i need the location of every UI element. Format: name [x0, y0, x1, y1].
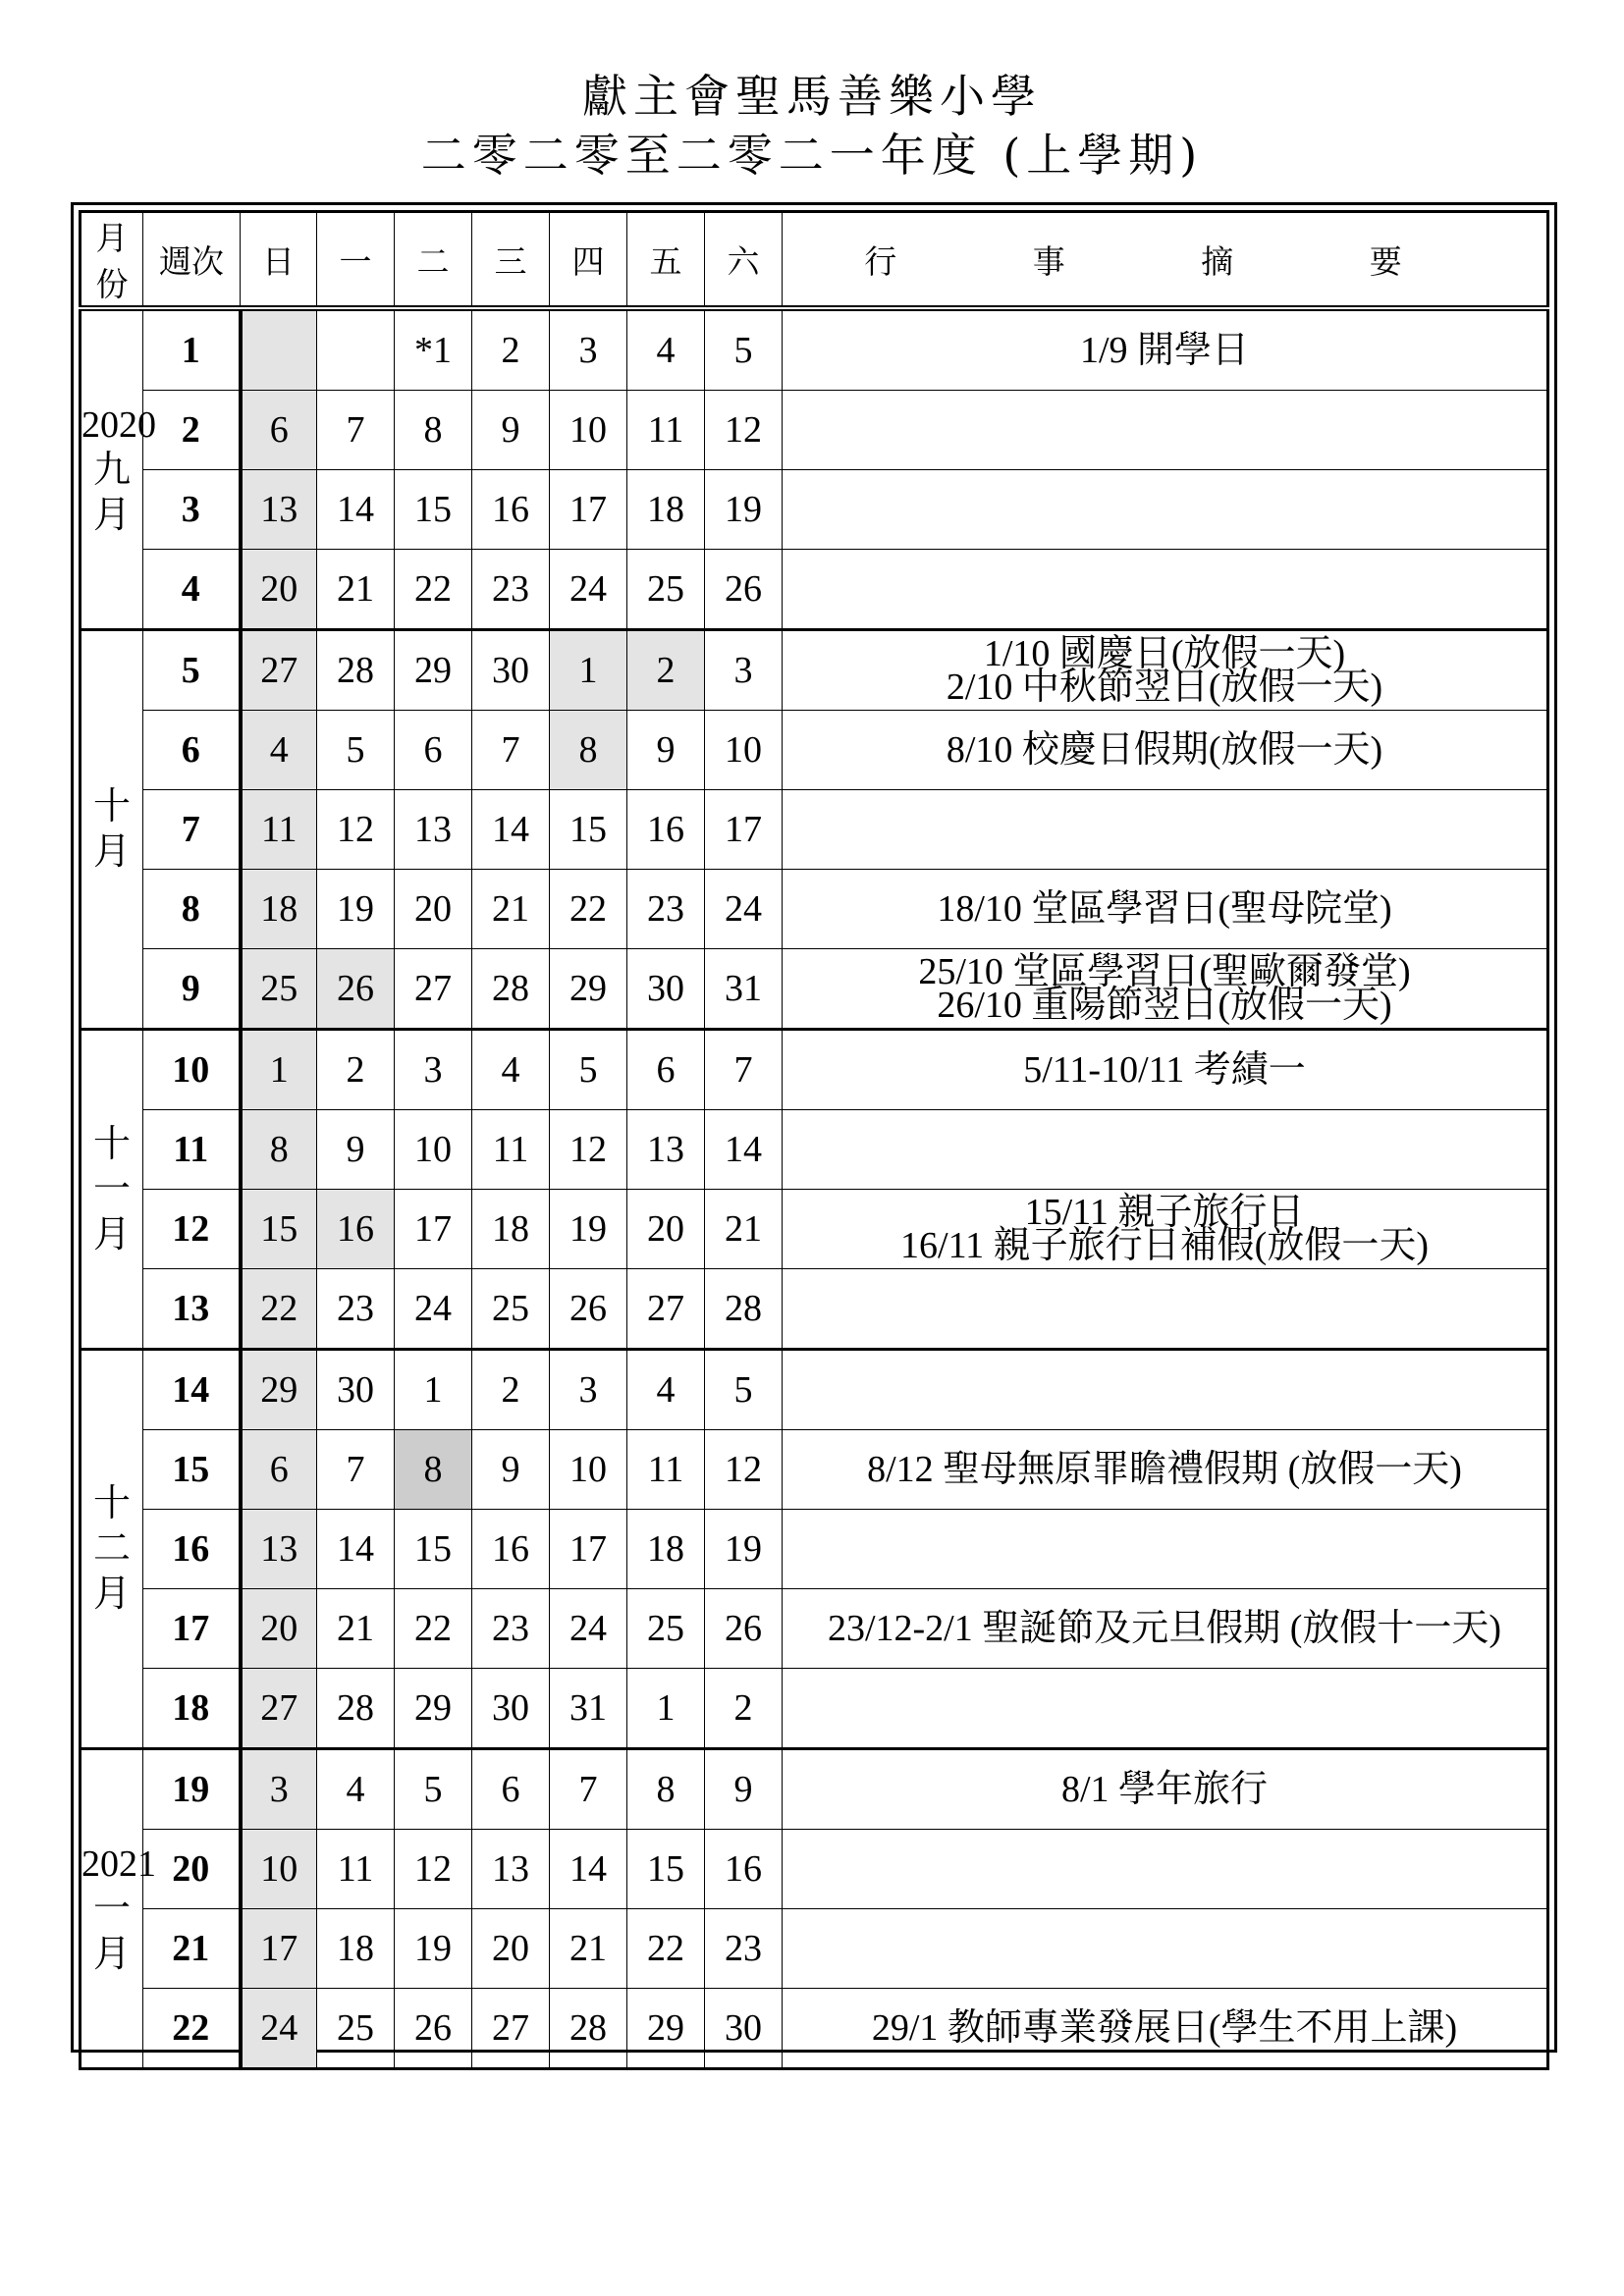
event-summary: 1/9 開學日: [783, 308, 1548, 391]
day-cell: 13: [472, 1830, 550, 1909]
event-summary: [783, 470, 1548, 550]
event-summary: [783, 1269, 1548, 1350]
day-cell: 16: [472, 470, 550, 550]
day-cell: 13: [627, 1110, 705, 1190]
week-number: 9: [143, 949, 241, 1030]
day-cell: 12: [395, 1830, 472, 1909]
day-cell: 4: [627, 308, 705, 391]
day-cell: 12: [705, 391, 783, 470]
day-cell: 18: [317, 1909, 395, 1989]
day-cell: 17: [241, 1909, 317, 1989]
event-summary: 8/10 校慶日假期(放假一天): [783, 711, 1548, 790]
event-summary: 8/1 學年旅行: [783, 1749, 1548, 1830]
day-cell: 13: [241, 1510, 317, 1589]
day-cell: 29: [395, 630, 472, 711]
day-cell: 12: [705, 1430, 783, 1510]
day-cell: 28: [317, 630, 395, 711]
event-summary: [783, 1350, 1548, 1430]
day-cell: 27: [472, 1989, 550, 2069]
day-cell: 22: [627, 1909, 705, 1989]
header-day-thu: 四: [550, 212, 627, 309]
event-summary: [783, 1830, 1548, 1909]
day-cell: 24: [241, 1989, 317, 2069]
day-cell: 23: [705, 1909, 783, 1989]
day-cell: 30: [472, 630, 550, 711]
day-cell: 24: [705, 870, 783, 949]
header-events: 行 事 摘 要: [783, 212, 1548, 309]
day-cell: 20: [241, 550, 317, 630]
day-cell: 27: [627, 1269, 705, 1350]
day-cell: 25: [317, 1989, 395, 2069]
day-cell: 16: [317, 1190, 395, 1269]
day-cell: 20: [395, 870, 472, 949]
day-cell: 21: [317, 550, 395, 630]
week-number: 12: [143, 1190, 241, 1269]
day-cell: 30: [472, 1669, 550, 1749]
week-row: [81, 470, 1548, 550]
day-cell: 22: [241, 1269, 317, 1350]
day-cell: 28: [705, 1269, 783, 1350]
month-label: 十 二 月: [81, 1350, 143, 1749]
day-cell: 12: [550, 1110, 627, 1190]
day-cell: 19: [705, 470, 783, 550]
week-number: 15: [143, 1430, 241, 1510]
day-cell: 27: [395, 949, 472, 1030]
week-row: [81, 1749, 1548, 1830]
day-cell: 4: [472, 1030, 550, 1110]
month-label: 十 月: [81, 630, 143, 1030]
day-cell: 7: [550, 1749, 627, 1830]
week-number: 17: [143, 1589, 241, 1669]
month-label: 十 一 月: [81, 1030, 143, 1350]
day-cell: 5: [550, 1030, 627, 1110]
event-summary: 8/12 聖母無原罪瞻禮假期 (放假一天): [783, 1430, 1548, 1510]
week-row: [81, 1589, 1548, 1669]
week-number: 4: [143, 550, 241, 630]
event-summary: [783, 1669, 1548, 1749]
week-number: 16: [143, 1510, 241, 1589]
day-cell: 1: [550, 630, 627, 711]
day-cell: 16: [705, 1830, 783, 1909]
day-cell: 29: [627, 1989, 705, 2069]
day-cell: 9: [627, 711, 705, 790]
day-cell: 24: [395, 1269, 472, 1350]
day-cell: 10: [705, 711, 783, 790]
day-cell: 24: [550, 550, 627, 630]
day-cell: 26: [705, 550, 783, 630]
header-day-mon: 一: [317, 212, 395, 309]
day-cell: 10: [395, 1110, 472, 1190]
week-row: [81, 1669, 1548, 1749]
event-summary: [783, 1909, 1548, 1989]
day-cell: 10: [550, 391, 627, 470]
day-cell: 3: [395, 1030, 472, 1110]
day-cell: 13: [241, 470, 317, 550]
month-label: 2020 九 月: [81, 308, 143, 630]
day-cell: 11: [317, 1830, 395, 1909]
day-cell: 11: [241, 790, 317, 870]
event-summary: 15/11 親子旅行日 16/11 親子旅行日補假(放假一天): [783, 1190, 1548, 1269]
month-label: 2021 一 月: [81, 1749, 143, 2069]
day-cell: 9: [472, 1430, 550, 1510]
week-row: [81, 1989, 1548, 2069]
day-cell: 14: [317, 1510, 395, 1589]
day-cell: 31: [705, 949, 783, 1030]
week-number: 8: [143, 870, 241, 949]
day-cell: 11: [627, 1430, 705, 1510]
day-cell: 31: [550, 1669, 627, 1749]
day-cell: 21: [472, 870, 550, 949]
week-number: 14: [143, 1350, 241, 1430]
day-cell: 12: [317, 790, 395, 870]
week-number: 2: [143, 391, 241, 470]
week-number: 20: [143, 1830, 241, 1909]
event-summary: [783, 790, 1548, 870]
day-cell: 23: [627, 870, 705, 949]
day-cell: 6: [395, 711, 472, 790]
day-cell: 7: [317, 1430, 395, 1510]
calendar-subtitle: 二零二零至二零二一年度 (上學期): [420, 129, 1204, 182]
week-row: [81, 1110, 1548, 1190]
day-cell: 8: [395, 391, 472, 470]
week-row: [81, 1190, 1548, 1269]
week-row: [81, 1269, 1548, 1350]
day-cell: 2: [627, 630, 705, 711]
day-cell: 14: [705, 1110, 783, 1190]
day-cell: [241, 308, 317, 391]
day-cell: 22: [395, 550, 472, 630]
day-cell: 30: [705, 1989, 783, 2069]
day-cell: 20: [472, 1909, 550, 1989]
week-number: 6: [143, 711, 241, 790]
day-cell: 17: [550, 470, 627, 550]
day-cell: 6: [241, 1430, 317, 1510]
day-cell: 3: [241, 1749, 317, 1830]
week-number: 5: [143, 630, 241, 711]
day-cell: 20: [627, 1190, 705, 1269]
day-cell: 7: [705, 1030, 783, 1110]
header-week: 週次: [143, 212, 241, 309]
event-summary: [783, 550, 1548, 630]
day-cell: 3: [550, 1350, 627, 1430]
day-cell: 22: [550, 870, 627, 949]
day-cell: 26: [317, 949, 395, 1030]
day-cell: 9: [472, 391, 550, 470]
day-cell: 26: [395, 1989, 472, 2069]
week-row: [81, 308, 1548, 391]
day-cell: 7: [317, 391, 395, 470]
day-cell: 26: [550, 1269, 627, 1350]
day-cell: 22: [395, 1589, 472, 1669]
day-cell: 14: [317, 470, 395, 550]
week-row: [81, 630, 1548, 711]
week-row: [81, 711, 1548, 790]
day-cell: 25: [627, 550, 705, 630]
header-day-wed: 三: [472, 212, 550, 309]
day-cell: 2: [472, 1350, 550, 1430]
week-row: [81, 391, 1548, 470]
header-day-tue: 二: [395, 212, 472, 309]
day-cell: 1: [241, 1030, 317, 1110]
day-cell: 15: [550, 790, 627, 870]
day-cell: 24: [550, 1589, 627, 1669]
week-row: [81, 949, 1548, 1030]
day-cell: 18: [241, 870, 317, 949]
day-cell: 8: [241, 1110, 317, 1190]
week-number: 7: [143, 790, 241, 870]
week-row: [81, 1430, 1548, 1510]
week-row: [81, 1030, 1548, 1110]
day-cell: 23: [472, 550, 550, 630]
day-cell: 1: [395, 1350, 472, 1430]
day-cell: 8: [395, 1430, 472, 1510]
day-cell: 19: [550, 1190, 627, 1269]
day-cell: 25: [627, 1589, 705, 1669]
day-cell: 3: [705, 630, 783, 711]
day-cell: 27: [241, 1669, 317, 1749]
week-number: 1: [143, 308, 241, 391]
week-row: [81, 790, 1548, 870]
header-month: 月份: [81, 212, 143, 309]
header-day-fri: 五: [627, 212, 705, 309]
week-number: 19: [143, 1749, 241, 1830]
day-cell: *1: [395, 308, 472, 391]
day-cell: 5: [705, 1350, 783, 1430]
day-cell: 28: [317, 1669, 395, 1749]
day-cell: 1: [627, 1669, 705, 1749]
day-cell: 5: [705, 308, 783, 391]
day-cell: 15: [395, 1510, 472, 1589]
event-summary: 18/10 堂區學習日(聖母院堂): [783, 870, 1548, 949]
week-row: [81, 1510, 1548, 1589]
school-title: 獻主會聖馬善樂小學: [582, 70, 1042, 123]
day-cell: 2: [705, 1669, 783, 1749]
header-row: [81, 212, 1548, 309]
day-cell: 19: [705, 1510, 783, 1589]
week-row: [81, 550, 1548, 630]
header-day-sat: 六: [705, 212, 783, 309]
day-cell: 29: [241, 1350, 317, 1430]
day-cell: 28: [550, 1989, 627, 2069]
day-cell: [317, 308, 395, 391]
day-cell: 23: [317, 1269, 395, 1350]
day-cell: 11: [627, 391, 705, 470]
event-summary: [783, 391, 1548, 470]
day-cell: 25: [472, 1269, 550, 1350]
day-cell: 14: [472, 790, 550, 870]
day-cell: 18: [627, 1510, 705, 1589]
day-cell: 10: [241, 1830, 317, 1909]
day-cell: 30: [317, 1350, 395, 1430]
day-cell: 9: [317, 1110, 395, 1190]
day-cell: 8: [627, 1749, 705, 1830]
day-cell: 8: [550, 711, 627, 790]
event-summary: [783, 1510, 1548, 1589]
day-cell: 20: [241, 1589, 317, 1669]
day-cell: 27: [241, 630, 317, 711]
day-cell: 3: [550, 308, 627, 391]
week-row: [81, 1350, 1548, 1430]
day-cell: 28: [472, 949, 550, 1030]
day-cell: 15: [395, 470, 472, 550]
day-cell: 4: [317, 1749, 395, 1830]
day-cell: 23: [472, 1589, 550, 1669]
week-row: [81, 1909, 1548, 1989]
event-summary: 23/12-2/1 聖誕節及元旦假期 (放假十一天): [783, 1589, 1548, 1669]
day-cell: 5: [317, 711, 395, 790]
day-cell: 15: [241, 1190, 317, 1269]
week-number: 10: [143, 1030, 241, 1110]
day-cell: 17: [550, 1510, 627, 1589]
day-cell: 30: [627, 949, 705, 1030]
week-number: 22: [143, 1989, 241, 2069]
day-cell: 19: [395, 1909, 472, 1989]
week-number: 3: [143, 470, 241, 550]
day-cell: 6: [241, 391, 317, 470]
week-number: 13: [143, 1269, 241, 1350]
school-calendar-table: [79, 210, 1549, 2070]
event-summary: [783, 1110, 1548, 1190]
day-cell: 25: [241, 949, 317, 1030]
event-summary: 1/10 國慶日(放假一天) 2/10 中秋節翌日(放假一天): [783, 630, 1548, 711]
day-cell: 9: [705, 1749, 783, 1830]
day-cell: 18: [627, 470, 705, 550]
week-number: 21: [143, 1909, 241, 1989]
day-cell: 15: [627, 1830, 705, 1909]
event-summary: 25/10 堂區學習日(聖歐爾發堂) 26/10 重陽節翌日(放假一天): [783, 949, 1548, 1030]
day-cell: 29: [395, 1669, 472, 1749]
day-cell: 2: [317, 1030, 395, 1110]
event-summary: 29/1 教師專業發展日(學生不用上課): [783, 1989, 1548, 2069]
day-cell: 21: [705, 1190, 783, 1269]
day-cell: 21: [317, 1589, 395, 1669]
day-cell: 11: [472, 1110, 550, 1190]
day-cell: 26: [705, 1589, 783, 1669]
day-cell: 4: [241, 711, 317, 790]
week-row: [81, 870, 1548, 949]
day-cell: 16: [627, 790, 705, 870]
day-cell: 13: [395, 790, 472, 870]
day-cell: 17: [705, 790, 783, 870]
day-cell: 6: [627, 1030, 705, 1110]
day-cell: 17: [395, 1190, 472, 1269]
event-summary: 5/11-10/11 考績一: [783, 1030, 1548, 1110]
day-cell: 21: [550, 1909, 627, 1989]
week-number: 11: [143, 1110, 241, 1190]
day-cell: 4: [627, 1350, 705, 1430]
header-day-sun: 日: [241, 212, 317, 309]
day-cell: 7: [472, 711, 550, 790]
day-cell: 19: [317, 870, 395, 949]
day-cell: 16: [472, 1510, 550, 1589]
week-row: [81, 1830, 1548, 1909]
day-cell: 29: [550, 949, 627, 1030]
day-cell: 2: [472, 308, 550, 391]
week-number: 18: [143, 1669, 241, 1749]
day-cell: 6: [472, 1749, 550, 1830]
day-cell: 10: [550, 1430, 627, 1510]
day-cell: 5: [395, 1749, 472, 1830]
day-cell: 14: [550, 1830, 627, 1909]
day-cell: 18: [472, 1190, 550, 1269]
